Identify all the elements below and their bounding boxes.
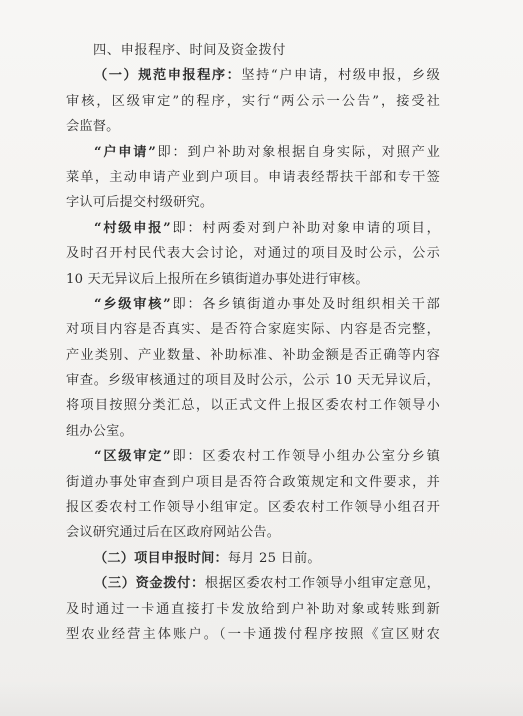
- paragraph-district-approval: [66, 444, 440, 546]
- paragraph-application-time: [66, 546, 440, 571]
- paragraph-line: 组办公室。: [66, 423, 133, 439]
- paragraph-line: 及时召开村民代表大会讨论，对通过的项目及时公示，公示: [66, 246, 440, 262]
- paragraph-text: 即：到户补助对象根据自身实际，对照产业: [155, 144, 440, 160]
- paragraph-lead: （三）资金拨付：: [94, 576, 205, 592]
- paragraph-lead: （一）规范申报程序：: [94, 68, 242, 84]
- paragraph-application-procedure: [66, 63, 440, 139]
- paragraph-line: [66, 292, 440, 317]
- paragraph-village-declaration: [66, 216, 440, 292]
- paragraph-line: 将项目按照分类汇总，以正式文件上报区委农村工作领导小: [66, 398, 440, 414]
- paragraph-line: [66, 140, 440, 165]
- paragraph-line: 对项目内容是否真实、是否符合家庭实际、内容是否完整，: [66, 322, 440, 338]
- paragraph-lead: “户申请”: [94, 144, 156, 160]
- paragraph-township-review: [66, 292, 440, 444]
- paragraph-line: 型农业经营主体账户。（一卡通拨付程序按照《宣区财农: [66, 626, 440, 642]
- paragraph-fund-disbursement: [66, 571, 440, 647]
- page-bottom-shade: [0, 680, 523, 716]
- paragraph-text: 即：村两委对到户补助对象申请的项目，: [170, 220, 440, 236]
- section-title: 四、申报程序、时间及资金拨付: [93, 43, 287, 58]
- paragraph-line: 菜单，主动申请产业到户项目。申请表经帮扶干部和专干签: [66, 169, 440, 185]
- paragraph-line: 会监督。: [66, 119, 120, 135]
- paragraph-line: 产业类别、产业数量、补助标准、补助金额是否正确等内容: [66, 347, 440, 363]
- paragraph-lead: “村级申报”: [94, 220, 171, 236]
- paragraph-line: 字认可后提交村级研究。: [66, 195, 214, 211]
- paragraph-line: [66, 546, 440, 571]
- paragraph-text: 每月 25 日前。: [227, 550, 321, 566]
- paragraph-line: [66, 63, 440, 88]
- paragraph-line: [66, 444, 440, 469]
- paragraph-line: 审核，区级审定”的程序，实行“两公示一公告”，接受社: [66, 93, 440, 109]
- paragraph-line: 街道办事处审查到户项目是否符合政策规定和文件要求，并: [66, 474, 440, 490]
- paragraph-line: 10 天无异议后上报所在乡镇街道办事处进行审核。: [66, 271, 369, 287]
- paragraph-line: 会议研究通过后在区政府网站公告。: [66, 525, 281, 541]
- paragraph-lead: （二）项目申报时间：: [94, 550, 228, 566]
- paragraph-text: 根据区委农村工作领导小组审定意见，: [204, 576, 440, 592]
- paragraph-text: 即：各乡镇街道办事处及时组织相关干部: [170, 296, 440, 312]
- paragraph-line: [66, 216, 440, 241]
- paragraph-lead: “乡级审核”: [94, 296, 171, 312]
- paragraph-text: 即：区委农村工作领导小组办公室分乡镇: [170, 449, 440, 465]
- paragraph-lead: “区级审定”: [94, 449, 171, 465]
- paragraph-text: 坚持“户申请，村级申报，乡级: [241, 68, 441, 84]
- paragraph-line: 及时通过一卡通直接打卡发放给到户补助对象或转账到新: [66, 601, 440, 617]
- paragraph-household-application: [66, 140, 440, 216]
- document-body: [66, 38, 440, 647]
- paragraph-line: [66, 571, 440, 596]
- paragraph-line: 审查。乡级审核通过的项目及时公示，公示 10 天无异议后，: [66, 373, 440, 389]
- paragraph-line: 报区委农村工作领导小组审定。区委农村工作领导小组召开: [66, 500, 440, 516]
